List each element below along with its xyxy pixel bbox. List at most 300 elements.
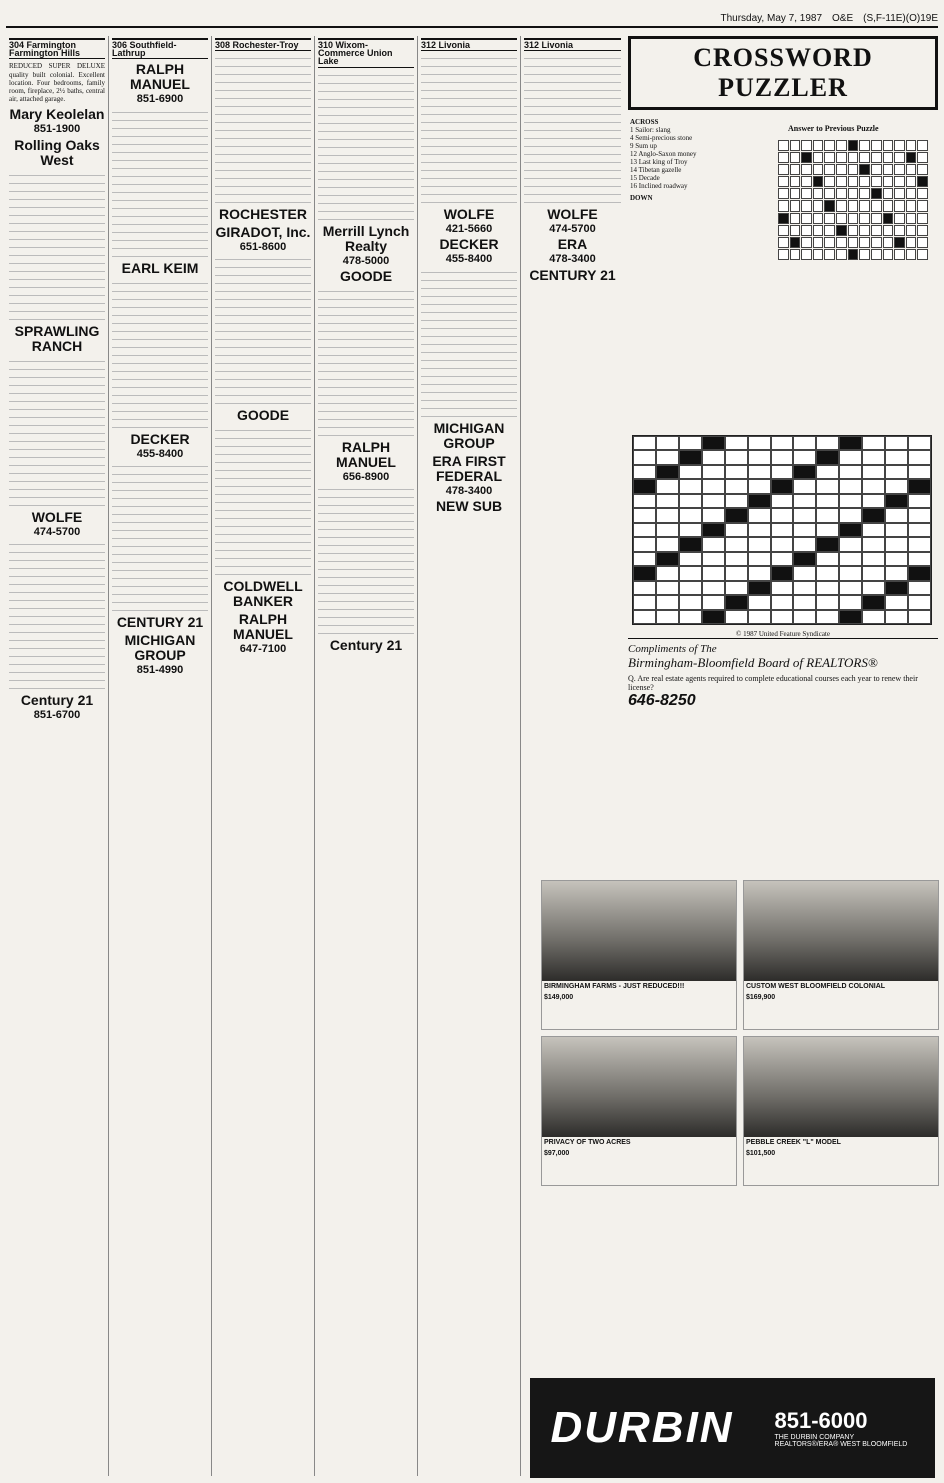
- brand: COLDWELL BANKER: [223, 578, 303, 610]
- grid-cell: [894, 176, 905, 187]
- grid-cell: [885, 610, 908, 624]
- grid-cell: [656, 537, 679, 551]
- grid-cell: [848, 237, 859, 248]
- grid-cell: [859, 140, 870, 151]
- grid-cell: [848, 140, 859, 151]
- grid-cell: [836, 237, 847, 248]
- grid-cell: [656, 479, 679, 493]
- grid-cell: [908, 508, 931, 522]
- grid-cell: [862, 508, 885, 522]
- grid-cell: [656, 552, 679, 566]
- durbin-sub: THE DURBIN COMPANY REALTORS®/ERA® WEST BLOOMFIELD: [774, 1434, 908, 1448]
- grid-cell: [748, 610, 771, 624]
- grid-cell: [702, 450, 725, 464]
- grid-cell: [908, 523, 931, 537]
- grid-cell: [885, 450, 908, 464]
- grid-cell: [633, 595, 656, 609]
- grid-cell: [778, 213, 789, 224]
- grid-cell: [778, 140, 789, 151]
- phone: 851-4990: [136, 663, 184, 676]
- right-feature-block: [628, 36, 938, 710]
- grid-cell: [883, 200, 894, 211]
- grid-cell: [790, 176, 801, 187]
- grid-cell: [906, 152, 917, 163]
- grid-cell: [859, 249, 870, 260]
- listing-photos: [541, 880, 939, 1186]
- grid-cell: [771, 436, 794, 450]
- grid-cell: [679, 610, 702, 624]
- grid-cell: [778, 249, 789, 260]
- grid-cell: [816, 566, 839, 580]
- grid-cell: [883, 225, 894, 236]
- grid-cell: [725, 523, 748, 537]
- header-section: (S,F-11E)(O)19E: [863, 13, 938, 24]
- answer-grid: [778, 140, 928, 260]
- grid-cell: [813, 140, 824, 151]
- brand: RALPH MANUEL: [130, 61, 190, 93]
- grid-cell: [656, 523, 679, 537]
- grid-cell: [894, 225, 905, 236]
- grid-cell: [813, 249, 824, 260]
- listing-card: [743, 880, 939, 1030]
- house-photo: [744, 1037, 938, 1137]
- grid-cell: [883, 140, 894, 151]
- clue: 16 Inclined roadway: [630, 182, 688, 190]
- grid-cell: [790, 225, 801, 236]
- grid-cell: [725, 552, 748, 566]
- grid-cell: [816, 436, 839, 450]
- grid-cell: [908, 566, 931, 580]
- grid-cell: [906, 176, 917, 187]
- grid-cell: [859, 176, 870, 187]
- grid-cell: [871, 225, 882, 236]
- grid-cell: [725, 566, 748, 580]
- grid-cell: [793, 508, 816, 522]
- grid-cell: [679, 494, 702, 508]
- grid-cell: [801, 249, 812, 260]
- brand: WOLFE: [443, 206, 495, 223]
- grid-cell: [725, 595, 748, 609]
- grid-cell: [801, 237, 812, 248]
- grid-cell: [633, 450, 656, 464]
- down-label: DOWN: [630, 194, 653, 202]
- grid-cell: [656, 450, 679, 464]
- grid-cell: [917, 164, 928, 175]
- grid-cell: [885, 479, 908, 493]
- grid-cell: [816, 552, 839, 566]
- brand: CENTURY 21: [529, 266, 616, 283]
- grid-cell: [778, 176, 789, 187]
- ad-text-block: [215, 54, 311, 204]
- grid-cell: [771, 494, 794, 508]
- grid-cell: [824, 188, 835, 199]
- grid-cell: [894, 152, 905, 163]
- grid-cell: [836, 140, 847, 151]
- grid-cell: [824, 225, 835, 236]
- phone: 478-3400: [445, 484, 493, 497]
- column-1: [6, 36, 109, 1476]
- brand: ERA FIRST FEDERAL: [432, 452, 506, 484]
- grid-cell: [848, 188, 859, 199]
- grid-cell: [793, 581, 816, 595]
- grid-cell: [793, 595, 816, 609]
- ad-text: REDUCED SUPER DELUXE quality built colonial. Excellent location. Four bedrooms, family room, fireplace, 2½ baths, central air, attached garage.: [9, 62, 105, 104]
- house-photo: [744, 881, 938, 981]
- grid-cell: [633, 537, 656, 551]
- grid-cell: [906, 237, 917, 248]
- grid-cell: [748, 523, 771, 537]
- grid-cell: [778, 200, 789, 211]
- grid-cell: [816, 450, 839, 464]
- clue: 14 Tibetan gazelle: [630, 166, 682, 174]
- grid-cell: [894, 140, 905, 151]
- grid-cell: [917, 213, 928, 224]
- grid-cell: [725, 508, 748, 522]
- listing-price: $101,500: [746, 1150, 776, 1157]
- grid-cell: [908, 610, 931, 624]
- grid-cell: [816, 581, 839, 595]
- grid-cell: [790, 249, 801, 260]
- grid-cell: [793, 537, 816, 551]
- grid-cell: [679, 450, 702, 464]
- brand: DECKER: [439, 236, 499, 253]
- grid-cell: [862, 494, 885, 508]
- grid-cell: [702, 610, 725, 624]
- grid-cell: [778, 164, 789, 175]
- ad-text-block: [215, 255, 311, 405]
- realtor-ad: [628, 638, 938, 710]
- grid-cell: [871, 152, 882, 163]
- grid-cell: [801, 176, 812, 187]
- grid-cell: [848, 176, 859, 187]
- grid-cell: [771, 479, 794, 493]
- grid-cell: [793, 479, 816, 493]
- grid-cell: [771, 537, 794, 551]
- grid-cell: [883, 213, 894, 224]
- clue: 1 Sailor: slang: [630, 126, 671, 134]
- grid-cell: [883, 164, 894, 175]
- grid-cell: [862, 537, 885, 551]
- grid-cell: [702, 595, 725, 609]
- brand: RALPH MANUEL: [233, 611, 293, 643]
- grid-cell: [917, 249, 928, 260]
- grid-cell: [702, 523, 725, 537]
- grid-cell: [771, 523, 794, 537]
- grid-cell: [633, 581, 656, 595]
- grid-cell: [748, 552, 771, 566]
- grid-cell: [633, 552, 656, 566]
- brand: WOLFE: [31, 508, 83, 525]
- grid-cell: [859, 188, 870, 199]
- grid-cell: [906, 188, 917, 199]
- grid-cell: [793, 552, 816, 566]
- listing-caption: BIRMINGHAM FARMS - JUST REDUCED!!!: [544, 983, 685, 990]
- crossword-title: CROSSWORD PUZZLER: [628, 36, 938, 110]
- grid-cell: [679, 537, 702, 551]
- grid-cell: [906, 225, 917, 236]
- grid-cell: [790, 140, 801, 151]
- realtor-line2: Birmingham-Bloomfield Board of REALTORS®: [628, 655, 878, 670]
- column-6: [521, 36, 624, 1476]
- grid-cell: [748, 537, 771, 551]
- grid-cell: [839, 552, 862, 566]
- grid-cell: [885, 537, 908, 551]
- grid-cell: [816, 610, 839, 624]
- grid-cell: [816, 465, 839, 479]
- brand: Century 21: [20, 691, 94, 708]
- brand: DECKER: [130, 430, 190, 447]
- grid-cell: [836, 213, 847, 224]
- grid-cell: [883, 237, 894, 248]
- grid-cell: [748, 465, 771, 479]
- phone: 851-6900: [136, 93, 184, 106]
- grid-cell: [917, 140, 928, 151]
- grid-cell: [908, 552, 931, 566]
- grid-cell: [656, 595, 679, 609]
- grid-cell: [633, 479, 656, 493]
- grid-cell: [883, 249, 894, 260]
- grid-cell: [862, 479, 885, 493]
- grid-cell: [917, 200, 928, 211]
- grid-cell: [813, 152, 824, 163]
- grid-cell: [813, 176, 824, 187]
- ad-text-block: [112, 462, 208, 612]
- clue: 15 Decade: [630, 174, 660, 182]
- phone: 474-5700: [549, 223, 596, 236]
- grid-cell: [656, 465, 679, 479]
- grid-cell: [871, 200, 882, 211]
- grid-cell: [906, 213, 917, 224]
- grid-cell: [906, 140, 917, 151]
- brand: NEW SUB: [435, 497, 503, 514]
- brand: Mary Keolelan: [9, 106, 105, 123]
- grid-cell: [656, 566, 679, 580]
- grid-cell: [771, 465, 794, 479]
- grid-cell: [679, 595, 702, 609]
- grid-cell: [906, 249, 917, 260]
- grid-cell: [908, 595, 931, 609]
- grid-cell: [908, 581, 931, 595]
- grid-cell: [917, 237, 928, 248]
- clue: 9 Sum up: [630, 142, 657, 150]
- grid-cell: [679, 436, 702, 450]
- brand: RALPH MANUEL: [336, 438, 396, 470]
- grid-cell: [839, 479, 862, 493]
- grid-cell: [813, 225, 824, 236]
- grid-cell: [725, 479, 748, 493]
- grid-cell: [656, 610, 679, 624]
- grid-cell: [771, 450, 794, 464]
- brand: Rolling Oaks West: [14, 136, 100, 168]
- grid-cell: [801, 140, 812, 151]
- grid-cell: [778, 188, 789, 199]
- grid-cell: [859, 200, 870, 211]
- grid-cell: [793, 465, 816, 479]
- grid-cell: [894, 164, 905, 175]
- grid-cell: [859, 225, 870, 236]
- grid-cell: [894, 188, 905, 199]
- grid-cell: [702, 465, 725, 479]
- brand: GIRADOT, Inc.: [215, 224, 311, 241]
- listing-card: [541, 880, 737, 1030]
- grid-cell: [790, 213, 801, 224]
- column-2: [109, 36, 212, 1476]
- grid-cell: [894, 213, 905, 224]
- realtor-question: Q. Are real estate agents required to complete educational courses each year to renew their license?: [628, 674, 918, 692]
- grid-cell: [917, 225, 928, 236]
- listing-caption: PEBBLE CREEK "L" MODEL: [746, 1139, 841, 1146]
- brand: GOODE: [339, 267, 393, 284]
- phone: 651-8600: [239, 241, 287, 254]
- brand: GOODE: [236, 407, 290, 424]
- grid-cell: [908, 479, 931, 493]
- clue: 4 Semi-precious stone: [630, 134, 693, 142]
- grid-cell: [885, 595, 908, 609]
- grid-cell: [862, 450, 885, 464]
- grid-cell: [885, 508, 908, 522]
- grid-cell: [801, 164, 812, 175]
- phone: 851-6700: [33, 708, 81, 721]
- column-5: [418, 36, 521, 1476]
- grid-cell: [633, 610, 656, 624]
- ad-text-block: [112, 279, 208, 429]
- grid-cell: [771, 581, 794, 595]
- brand: MICHIGAN GROUP: [124, 631, 196, 663]
- grid-cell: [859, 152, 870, 163]
- listing-card: [743, 1036, 939, 1186]
- grid-cell: [839, 595, 862, 609]
- grid-cell: [824, 249, 835, 260]
- grid-cell: [771, 595, 794, 609]
- ad-text-block: [9, 357, 105, 507]
- grid-cell: [836, 249, 847, 260]
- grid-cell: [679, 465, 702, 479]
- grid-cell: [836, 176, 847, 187]
- grid-cell: [702, 552, 725, 566]
- grid-cell: [824, 176, 835, 187]
- grid-cell: [771, 610, 794, 624]
- grid-cell: [725, 450, 748, 464]
- brand: Merrill Lynch Realty: [322, 222, 410, 254]
- grid-cell: [862, 523, 885, 537]
- grid-cell: [790, 200, 801, 211]
- grid-cell: [824, 213, 835, 224]
- grid-cell: [885, 552, 908, 566]
- grid-cell: [801, 213, 812, 224]
- grid-cell: [885, 566, 908, 580]
- grid-cell: [906, 164, 917, 175]
- grid-cell: [679, 566, 702, 580]
- ad-text-block: [421, 268, 517, 418]
- grid-cell: [793, 566, 816, 580]
- realtor-phone: 646-8250: [628, 692, 696, 709]
- ad-text-block: [318, 71, 414, 221]
- grid-cell: [816, 537, 839, 551]
- grid-cell: [906, 200, 917, 211]
- grid-cell: [656, 494, 679, 508]
- grid-cell: [748, 494, 771, 508]
- grid-cell: [848, 200, 859, 211]
- grid-cell: [816, 595, 839, 609]
- grid-cell: [908, 537, 931, 551]
- grid-cell: [778, 152, 789, 163]
- durbin-phone: 851-6000: [774, 1408, 868, 1433]
- grid-cell: [790, 188, 801, 199]
- grid-cell: [725, 436, 748, 450]
- grid-cell: [778, 237, 789, 248]
- grid-cell: [908, 465, 931, 479]
- grid-cell: [862, 581, 885, 595]
- phone: 421-5660: [445, 223, 493, 236]
- grid-cell: [771, 566, 794, 580]
- grid-cell: [748, 436, 771, 450]
- grid-cell: [862, 566, 885, 580]
- ad-text-block: [318, 485, 414, 635]
- grid-cell: [816, 508, 839, 522]
- grid-cell: [748, 595, 771, 609]
- grid-cell: [702, 436, 725, 450]
- brand: EARL KEIM: [121, 259, 199, 276]
- grid-cell: [725, 610, 748, 624]
- grid-cell: [793, 523, 816, 537]
- phone: 455-8400: [136, 447, 184, 460]
- durbin-logo: DURBIN: [550, 1403, 734, 1452]
- grid-cell: [839, 450, 862, 464]
- grid-cell: [633, 523, 656, 537]
- ad-text-block: [524, 54, 621, 204]
- grid-cell: [748, 450, 771, 464]
- grid-cell: [908, 450, 931, 464]
- durbin-ad: [530, 1378, 935, 1478]
- grid-cell: [679, 552, 702, 566]
- answer-title: Answer to Previous Puzzle: [788, 124, 879, 133]
- phone: 851-1900: [33, 123, 81, 136]
- grid-cell: [725, 494, 748, 508]
- across-label: ACROSS: [630, 118, 659, 126]
- grid-cell: [793, 610, 816, 624]
- page-header: [6, 8, 938, 28]
- grid-cell: [859, 164, 870, 175]
- listing-caption: PRIVACY OF TWO ACRES: [544, 1139, 631, 1146]
- grid-cell: [771, 508, 794, 522]
- column-3: [212, 36, 315, 1476]
- grid-cell: [839, 436, 862, 450]
- grid-cell: [656, 581, 679, 595]
- grid-cell: [894, 249, 905, 260]
- grid-cell: [702, 479, 725, 493]
- grid-cell: [633, 436, 656, 450]
- grid-cell: [725, 465, 748, 479]
- grid-cell: [836, 225, 847, 236]
- phone: 478-3400: [549, 253, 596, 266]
- grid-cell: [894, 237, 905, 248]
- ad-text-block: [9, 171, 105, 321]
- grid-cell: [839, 566, 862, 580]
- grid-cell: [813, 213, 824, 224]
- phone: 647-7100: [239, 643, 287, 656]
- grid-cell: [894, 200, 905, 211]
- clue: 12 Anglo-Saxon money: [630, 150, 697, 158]
- grid-cell: [793, 494, 816, 508]
- grid-cell: [871, 249, 882, 260]
- grid-cell: [885, 494, 908, 508]
- grid-cell: [883, 188, 894, 199]
- grid-cell: [816, 494, 839, 508]
- grid-cell: [871, 164, 882, 175]
- grid-cell: [859, 213, 870, 224]
- grid-cell: [862, 595, 885, 609]
- grid-cell: [839, 465, 862, 479]
